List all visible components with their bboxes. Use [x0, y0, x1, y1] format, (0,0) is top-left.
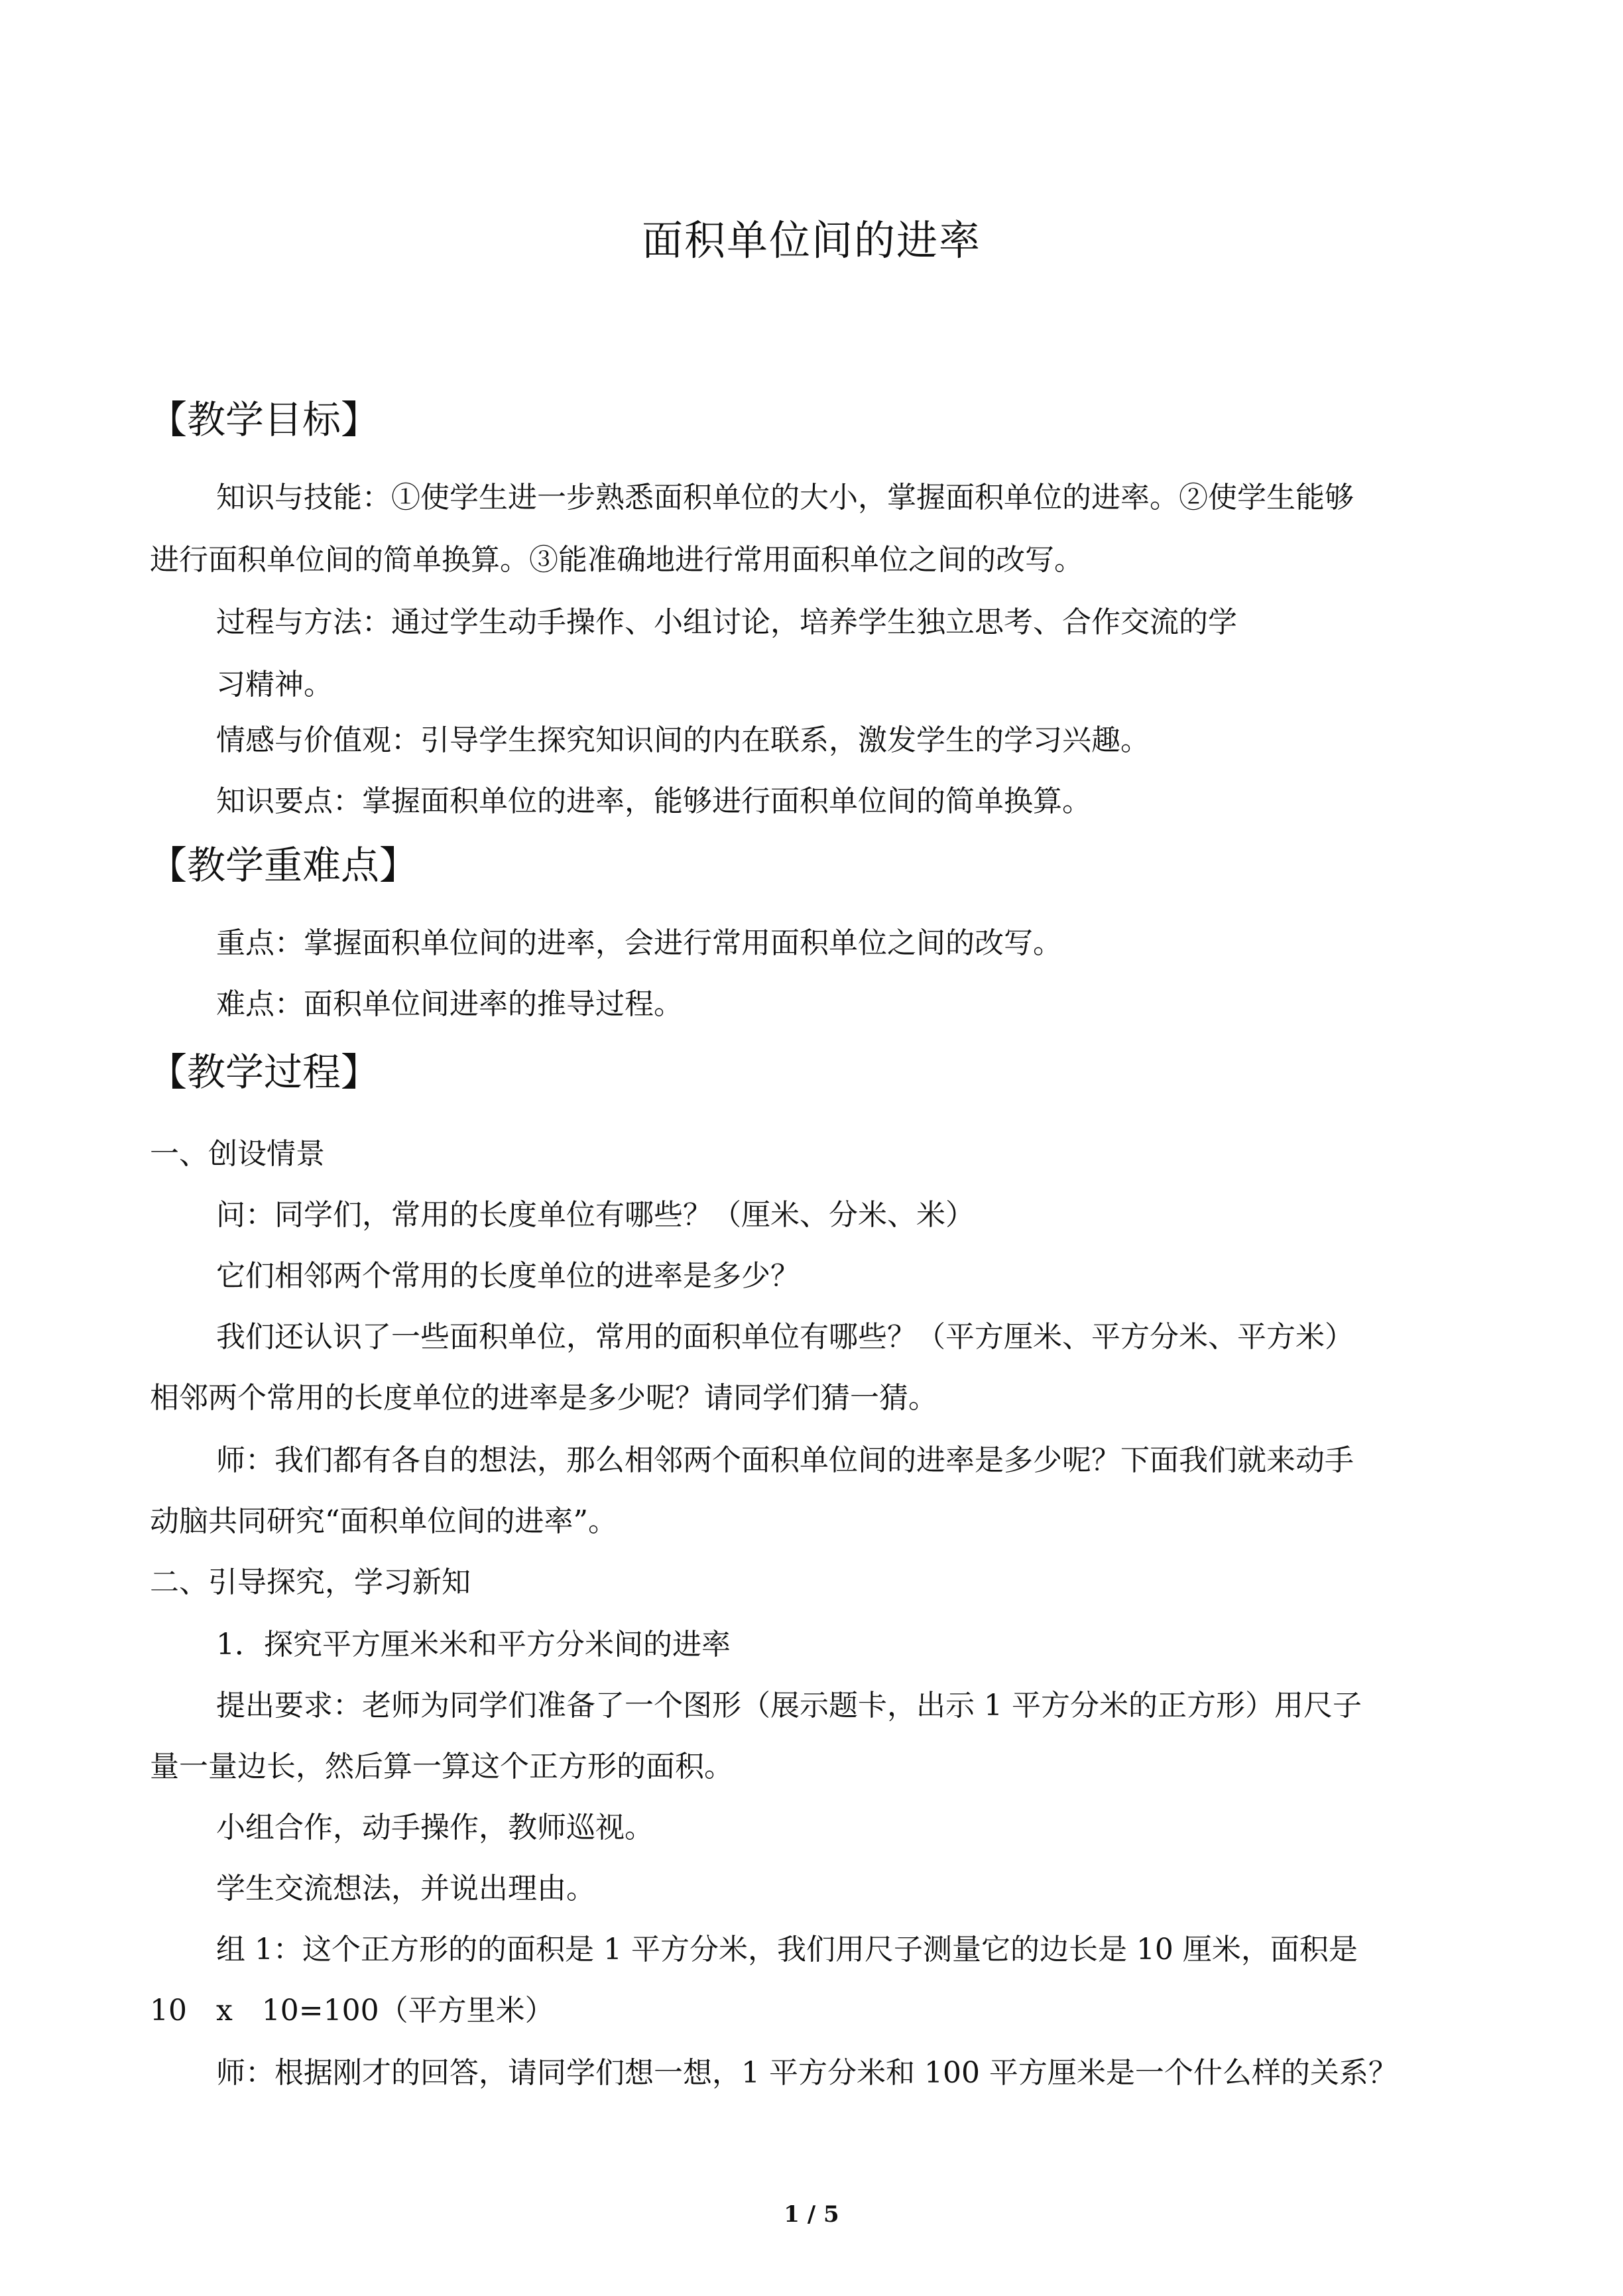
- paragraph-line: 我们还认识了一些面积单位，常用的面积单位有哪些？（平方厘米、平方分米、平方米）: [216, 1320, 1354, 1354]
- paragraph-line: 情感与价值观：引导学生探究知识间的内在联系，激发学生的学习兴趣。: [216, 723, 1150, 757]
- paragraph-line: 提出要求：老师为同学们准备了一个图形（展示题卡，出示 1 平方分米的正方形）用尺子: [216, 1689, 1362, 1722]
- section-heading-process: 【教学过程】: [149, 1050, 380, 1095]
- paragraph-line: 师：根据刚才的回答，请同学们想一想，1 平方分米和 100 平方厘米是一个什么样的关系？: [216, 2056, 1398, 2090]
- paragraph-line: 进行面积单位间的简单换算。③能准确地进行常用面积单位之间的改写。: [150, 543, 1083, 577]
- paragraph-line: 问：同学们，常用的长度单位有哪些？（厘米、分米、米）: [216, 1198, 975, 1232]
- subsection-heading: 二、引导探究，学习新知: [150, 1565, 471, 1599]
- page-title: 面积单位间的进率: [641, 216, 981, 265]
- paragraph-line: 1．探究平方厘米米和平方分米间的进率: [216, 1628, 731, 1662]
- paragraph-line: 重点：掌握面积单位间的进率，会进行常用面积单位之间的改写。: [216, 926, 1062, 960]
- subsection-heading: 一、创设情景: [150, 1137, 325, 1171]
- page-number: 1 / 5: [784, 2201, 839, 2228]
- paragraph-line: 学生交流想法，并说出理由。: [216, 1872, 595, 1905]
- paragraph-line: 过程与方法：通过学生动手操作、小组讨论，培养学生独立思考、合作交流的学: [216, 605, 1237, 639]
- paragraph-line: 知识与技能：①使学生进一步熟悉面积单位的大小，掌握面积单位的进率。②使学生能够: [216, 481, 1354, 514]
- section-heading-objectives: 【教学目标】: [149, 397, 380, 442]
- paragraph-line: 它们相邻两个常用的长度单位的进率是多少？: [216, 1259, 800, 1293]
- paragraph-line: 习精神。: [216, 668, 333, 701]
- paragraph-line: 难点：面积单位间进率的推导过程。: [216, 987, 683, 1021]
- paragraph-line: 10 x 10=100（平方里米）: [150, 1994, 554, 2027]
- paragraph-line: 量一量边长，然后算一算这个正方形的面积。: [150, 1750, 733, 1783]
- paragraph-line: 小组合作，动手操作，教师巡视。: [216, 1811, 654, 1844]
- paragraph-line: 组 1：这个正方形的的面积是 1 平方分米，我们用尺子测量它的边长是 10 厘米，面积是: [216, 1933, 1358, 1966]
- paragraph-line: 师：我们都有各自的想法，那么相邻两个面积单位间的进率是多少呢？下面我们就来动手: [216, 1443, 1354, 1477]
- section-heading-key-points: 【教学重难点】: [149, 843, 418, 888]
- paragraph-line: 相邻两个常用的长度单位的进率是多少呢？请同学们猜一猜。: [150, 1381, 937, 1415]
- paragraph-line: 动脑共同研究“面积单位间的进率”。: [150, 1504, 617, 1538]
- paragraph-line: 知识要点：掌握面积单位的进率，能够进行面积单位间的简单换算。: [216, 784, 1091, 818]
